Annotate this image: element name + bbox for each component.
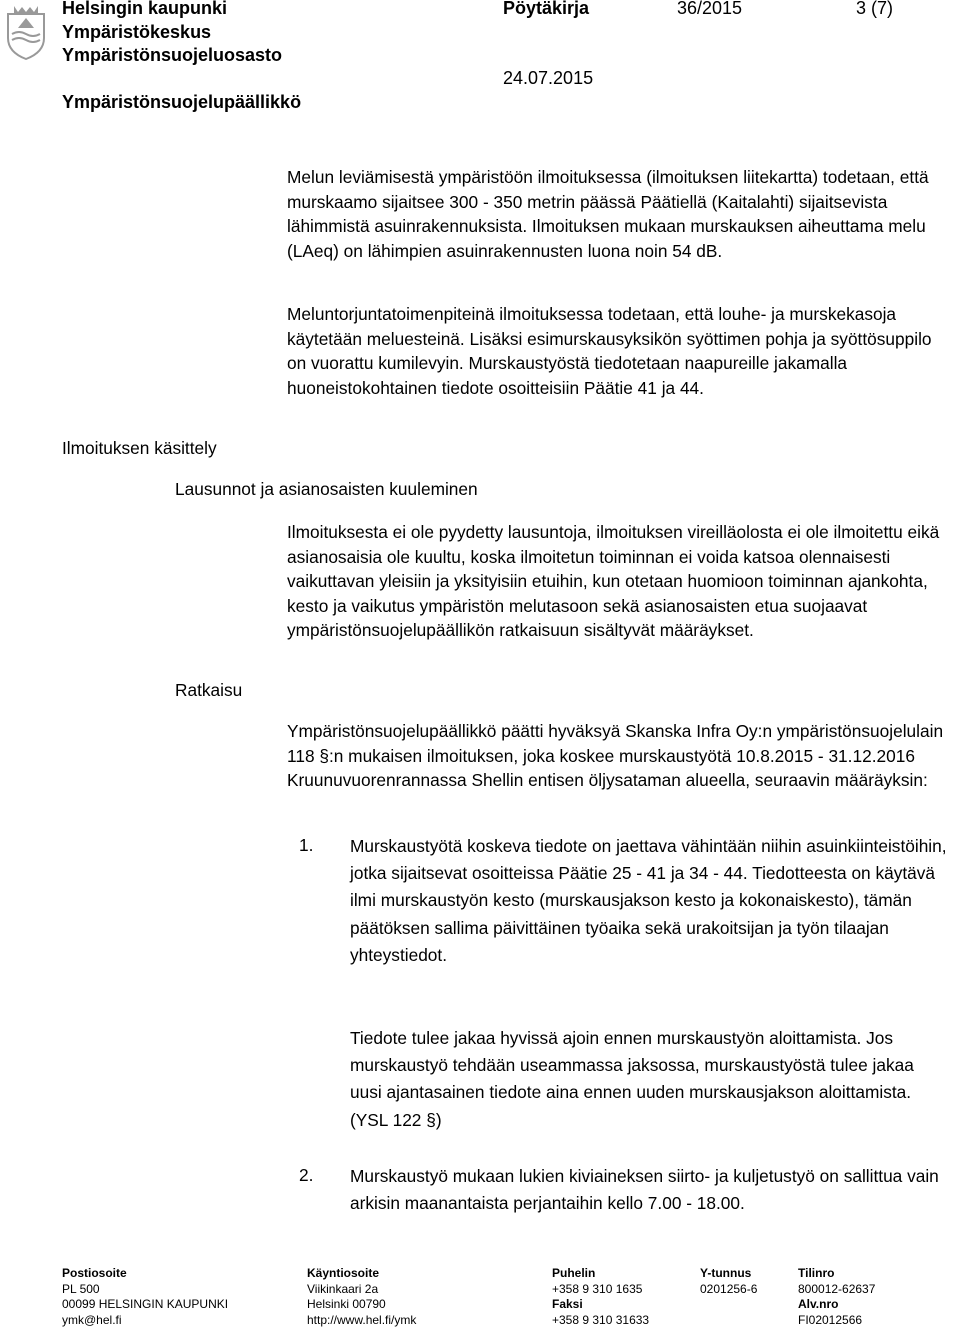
footer-visit: Käyntiosoite Viikinkaari 2a Helsinki 00790 http://www.hel.fi/ymk <box>307 1266 417 1327</box>
document-date: 24.07.2015 <box>503 68 594 88</box>
noise-paragraph: Melun leviämisestä ympäristöön ilmoituksessa (ilmoituksen liitekartta) todetaan, että murskaamo sijaitsee 300 - 350 metrin päässä Päätiellä (Kaitalahti) sijaitsevista lähimmistä asuinrakennuksista. Ilmoituksen mukaan murskauksen aiheuttama melu (LAeq) on lähimpien asuinrakennusten luona noin 54 dB. <box>287 167 929 261</box>
decision-paragraph: Ympäristönsuojelupäällikkö päätti hyväksyä Skanska Infra Oy:n ympäristönsuojelulain 118 §:n mukaisen ilmoituksen, joka koskee murskaustyötä 10.8.2015 - 31.12.2016 Kruunuvuorenrannassa Shellin entisen öljysataman alueella, seuraavin määräyksin: <box>287 721 944 790</box>
document-type: Pöytäkirja <box>503 0 590 18</box>
condition-number: 1. <box>299 835 314 855</box>
condition-extra-text: Tiedote tulee jakaa hyvissä ajoin ennen murskaustyön aloittamista. Jos murskaustyö tehdään useammassa jaksossa, murskaustyöstä tulee jakaa uusi ajantasainen tiedote aina ennen uuden murskausjakson aloittamista. (YSL 122 §) <box>350 1028 914 1130</box>
helsinki-crest-icon <box>6 4 46 60</box>
noise-protection-paragraph: Meluntorjuntatoimenpiteinä ilmoituksessa todetaan, että louhe- ja murskekasoja käytetään meluesteinä. Lisäksi esimurskausyksikön syöttimen pohja ja syöttösuppilo on vuorattu kumilevyin. Murskaustyöstä tiedotetaan naapureille jakamalla huoneistokohtainen tiedote osoitteisiin Päätie 41 ja 44. <box>287 304 932 398</box>
page-number: 3 (7) <box>856 0 894 18</box>
official-title: Ympäristönsuojelupäällikkö <box>62 92 302 112</box>
footer-email[interactable]: ymk@hel.fi <box>62 1312 122 1327</box>
footer-account: Tilinro 800012-62637 Alv.nro FI02012566 <box>798 1266 876 1327</box>
footer-business-id: Y-tunnus 0201256-6 <box>700 1266 758 1296</box>
heading-decision: Ratkaisu <box>175 680 243 700</box>
condition-text: Murskaustyötä koskeva tiedote on jaettava vähintään niihin asuinkiinteistöihin, jotka sijaitsevat osoitteissa Päätie 25 - 41 ja 34 - 44. Tiedotteesta on käytävä ilmi murskaustyön kesto (murskausjakson kesto ja kokonaiskesto), tämän päätöksen sallima päivittäinen työaika sekä urakoitsijan ja työn tilaajan yhteystiedot. <box>350 836 947 965</box>
footer-postal: Postiosoite PL 500 00099 HELSINGIN KAUPUNKI ymk@hel.fi <box>62 1266 229 1327</box>
committee-name: Ympäristökeskus <box>62 22 212 42</box>
document-number: 36/2015 <box>677 0 743 18</box>
unit-name: Ympäristönsuojeluosasto <box>62 45 283 65</box>
condition-text: Murskaustyö mukaan lukien kiviaineksen siirto- ja kuljetustyö on sallittua vain arkisin maanantaista perjantaihin kello 7.00 - 18.00. <box>350 1166 939 1214</box>
footer-phone: Puhelin +358 9 310 1635 Faksi +358 9 310 31633 <box>552 1266 650 1327</box>
condition-number: 2. <box>299 1165 314 1185</box>
footer-website-link[interactable]: http://www.hel.fi/ymk <box>307 1312 417 1327</box>
statements-paragraph: Ilmoituksesta ei ole pyydetty lausuntoja, ilmoituksen vireilläolosta ei ole ilmoitettu eikä asianosaisia ole kuultu, koska ilmoitetun toiminnan ei voida katsoa olennaisesti vaikuttavan yleisiin ja yksityisiin etuihin, kun otetaan huomioon toiminnan ajankohta, kesto ja vaikutus ympäristön melutasoon sekä asianosaisten etua suojaavat ympäristönsuojelupäällikön ratkaisuun sisältyvät määräykset. <box>287 522 940 640</box>
heading-processing: Ilmoituksen käsittely <box>62 438 217 458</box>
city-name: Helsingin kaupunki <box>62 0 228 18</box>
heading-hearing: Lausunnot ja asianosaisten kuuleminen <box>175 479 478 499</box>
